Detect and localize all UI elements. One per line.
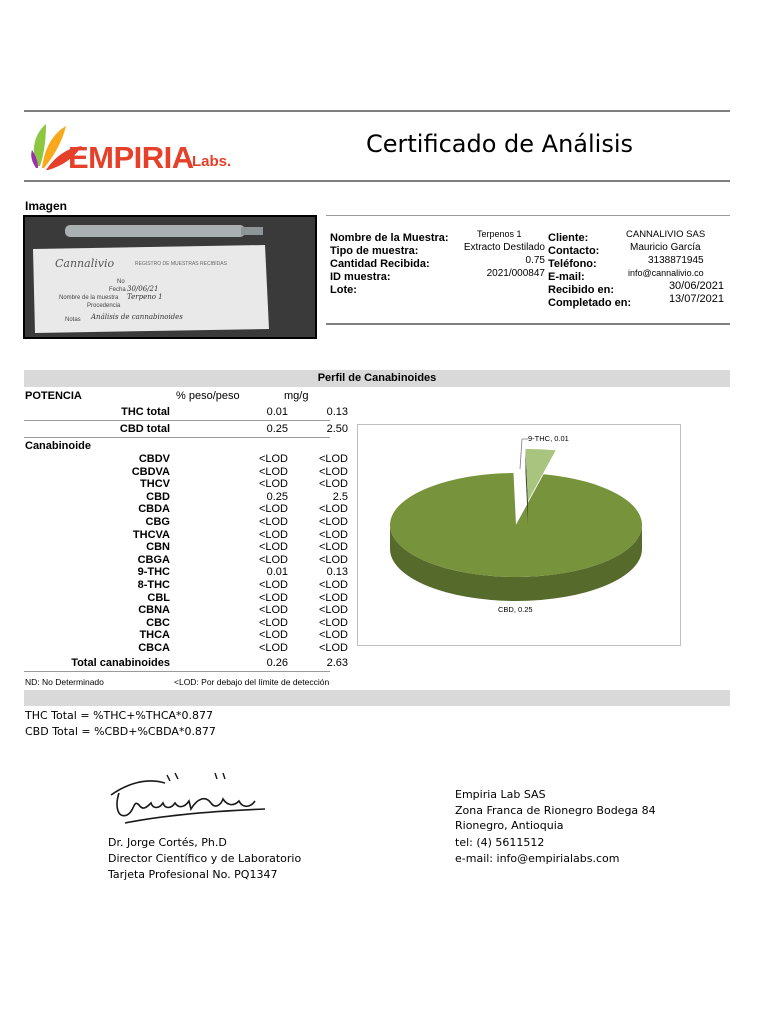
pie-label-cbd: CBD, 0.25 [498,605,533,614]
pie-chart-svg [358,425,680,645]
row-name: CBD [146,490,170,503]
info-row [330,241,545,257]
row-mg: 2.50 [326,423,348,435]
row-name: CBDV [138,453,170,465]
table-row [24,528,348,542]
row-mg: <LOD [318,503,348,516]
info-top-rule [326,215,730,216]
table-row [24,566,348,579]
info-label: Nombre de la Muestra: [330,232,449,244]
info-row [548,293,724,309]
table-row [24,629,348,642]
table-row [24,453,348,466]
row-pct: <LOD [258,591,288,604]
info-value: Terpenos 1 [477,229,522,239]
row-name: THCA [139,629,170,642]
row-mg: <LOD [318,604,348,617]
sample-photo [23,215,317,339]
profile-band-title: Perfil de Canabinoides [317,372,437,384]
company-name: Empiria Lab SAS [455,788,546,801]
col-pct-header: % peso/peso [176,390,240,402]
row-pct: <LOD [258,503,288,516]
row-mg: <LOD [318,478,348,491]
info-row [548,241,724,257]
row-mg: <LOD [318,591,348,604]
row-name: 8-THC [137,579,170,591]
row-mg: <LOD [318,541,348,554]
row-pct: <LOD [258,528,288,541]
row-mg: <LOD [318,616,348,629]
info-row [330,267,545,283]
info-label: E-mail: [548,271,585,283]
row-name: CBGA [137,553,170,566]
info-row [548,267,724,283]
row-mg: 0.13 [326,566,348,579]
table-row [24,516,348,529]
info-value: 2021/000847 [486,268,545,279]
info-value: CANNALIVIO SAS [626,229,706,240]
thc-formula: THC Total = %THC+%THCA*0.877 [25,709,214,722]
table-row [24,490,348,504]
info-label: Contacto: [548,245,600,257]
profile-band [24,370,730,387]
info-bottom-rule [326,323,730,325]
sample-info-left [330,228,545,296]
cbd-formula: CBD Total = %CBD+%CBDA*0.877 [25,725,216,738]
row-name: CBDVA [131,465,170,478]
photo-note-value: Análisis de cannabinoides [91,313,183,321]
row-mg: 2.5 [332,490,348,503]
table-row [24,616,348,630]
row-pct: <LOD [258,478,288,491]
table-row [24,579,348,592]
row-pct: <LOD [258,453,288,465]
info-value: Extracto Destilado [463,242,545,253]
pie-leader-line [520,439,522,469]
row-pct: <LOD [258,629,288,642]
row-name: CBNA [138,604,170,617]
table-row [24,503,348,516]
row-name: Total canabinoides [71,657,170,669]
pie-label-thc: 9-THC, 0.01 [528,434,569,443]
row-pct: 0.26 [266,657,288,669]
row-mg: <LOD [318,516,348,528]
info-row [548,254,724,270]
row-mg: <LOD [318,465,348,478]
info-label: ID muestra: [330,271,391,283]
table-row [24,423,348,436]
note-nd: ND: No Determinado [25,677,104,687]
row-pct: 0.01 [266,406,288,418]
company-address2: Rionegro, Antioquia [455,819,564,832]
table-row [24,465,348,479]
row-mg: <LOD [318,629,348,642]
info-label: Tipo de muestra: [330,245,419,257]
info-value: 3138871945 [648,255,704,266]
row-mg: <LOD [318,579,348,591]
info-value: 30/06/2021 [668,280,724,292]
row-name: CBN [146,541,170,554]
row-mg: <LOD [318,553,348,566]
pie-chart [357,424,681,646]
row-name: CBCA [138,642,170,654]
potencia-label: POTENCIA [25,390,82,402]
table-row [24,553,348,567]
photo-note-field: No [117,279,125,285]
info-label: Lote: [330,284,357,296]
photo-note-brand: Cannalivio [55,257,115,270]
info-row [330,254,545,270]
row-pct: <LOD [258,604,288,617]
table-row [24,541,348,554]
row-pct: 0.25 [266,423,288,435]
photo-note-value: 30/06/21 [127,285,159,293]
top-rule [24,110,730,112]
signatory-role: Director Científico y de Laboratorio [108,852,302,865]
info-row [548,228,724,244]
image-label: Imagen [25,199,68,213]
row-mg: <LOD [318,528,348,541]
row-mg: 0.13 [326,406,348,418]
total-divider [24,671,330,672]
info-row [330,280,545,296]
photo-note-field: Nombre de la muestra [59,295,119,301]
company-email: e-mail: info@empirialabs.com [455,852,620,865]
table-row [24,657,348,670]
photo-note-field: Fecha [109,287,126,293]
table-row [24,642,348,655]
info-row [330,228,545,244]
row-name: CBC [146,616,170,629]
info-value: 13/07/2021 [668,293,724,305]
info-value: info@cannalivio.co [628,268,704,278]
table-row [24,406,348,419]
header-rule [24,180,730,182]
info-label: Recibido en: [548,284,615,296]
photo-note-field: Procedencia [87,303,121,309]
row-pct: <LOD [258,642,288,654]
row-mg: <LOD [318,642,348,654]
row-name: THCV [140,478,170,491]
row-pct: <LOD [258,616,288,629]
totals-divider [24,420,330,421]
photo-note-field: Notas [65,317,81,323]
row-mg: <LOD [318,453,348,465]
footer-band [24,690,730,706]
row-pct: <LOD [258,465,288,478]
info-row [548,280,724,296]
row-name: CBDA [138,503,170,516]
company-address1: Zona Franca de Rionegro Bodega 84 [455,804,656,817]
totals-divider [24,437,330,438]
page-title: Certificado de Análisis [366,130,634,158]
row-name: CBD total [119,423,170,435]
pie-slice-cbd [390,473,642,577]
table-row [24,478,348,491]
row-mg: 2.63 [326,657,348,669]
company-tel: tel: (4) 5611512 [455,836,545,849]
photo-note-header: REGISTRO DE MUESTRAS RECIBIDAS [135,261,227,267]
info-label: Completado en: [548,297,632,309]
row-pct: <LOD [258,541,288,554]
info-value: 0.75 [525,255,545,266]
signatory-name: Dr. Jorge Cortés, Ph.D [108,836,227,849]
sample-info-right [548,228,724,309]
info-label: Cliente: [548,232,589,244]
row-name: CBG [145,516,170,528]
photo-note-value: Terpeno 1 [127,293,163,301]
row-name: CBL [147,591,170,604]
col-mg-header: mg/g [284,390,309,402]
table-row [24,591,348,605]
row-name: 9-THC [137,566,170,579]
row-name: THC total [121,406,170,418]
logo-main-text: EMPIRIA [68,140,194,175]
row-pct: 0.01 [266,566,288,579]
row-pct: <LOD [258,553,288,566]
row-pct: 0.25 [266,490,288,503]
info-value: Mauricio García [630,242,701,253]
info-label: Teléfono: [548,258,597,270]
info-label: Cantidad Recibida: [330,258,430,270]
canabinoide-label: Canabinoide [25,440,92,452]
note-lod: <LOD: Por debajo del límite de detección [174,677,330,687]
table-row [24,604,348,617]
row-pct: <LOD [258,579,288,591]
signatory-license: Tarjeta Profesional No. PQ1347 [108,868,278,881]
logo-sub-text: Labs. [192,153,232,170]
signature-icon [105,765,275,835]
row-pct: <LOD [258,516,288,528]
empiria-logo [28,116,248,176]
row-name: THCVA [132,528,170,541]
